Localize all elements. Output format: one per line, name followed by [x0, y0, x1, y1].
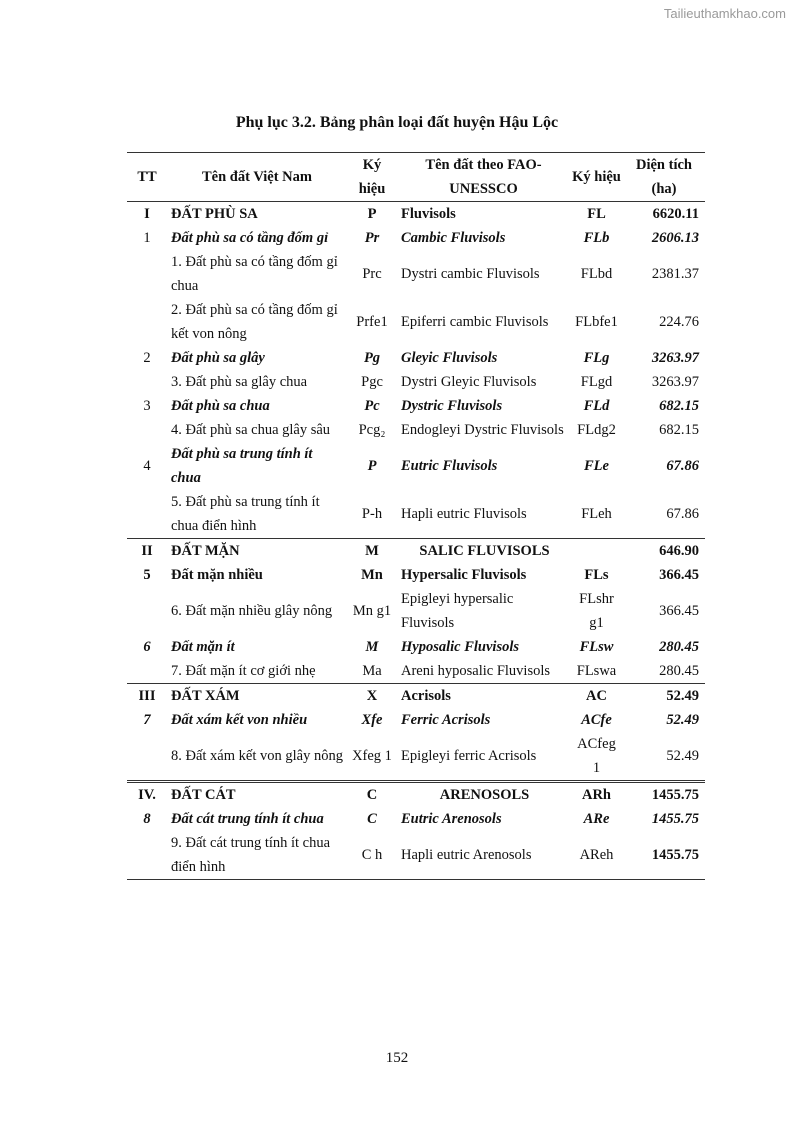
- cell-symbol-fao: FLbfe1: [575, 314, 618, 330]
- cell-symbol-fao: FLb: [583, 230, 610, 246]
- cell-area: 67.86: [666, 458, 699, 474]
- cell-fao-name: Epigleyi ferric Acrisols: [401, 748, 537, 764]
- table-row: [127, 659, 705, 684]
- cell-fao-name: Eutric Fluvisols: [401, 458, 498, 474]
- cell-symbol-vn: Xfeg 1: [352, 748, 392, 764]
- header-vietnam-name: Tên đất Việt Nam: [202, 169, 312, 185]
- cell-symbol-vn: Pc: [364, 398, 380, 414]
- cell-tt: IV.: [127, 782, 167, 808]
- table-header-row: [127, 153, 705, 202]
- cell-symbol-vn: C: [367, 811, 377, 827]
- cell-tt: II: [127, 539, 167, 564]
- watermark: Tailieuthamkhao.com: [663, 6, 786, 21]
- cell-symbol-vn: X: [347, 684, 397, 709]
- cell-vietnam-name: Đất phù sa glây: [171, 350, 265, 366]
- cell-fao-name: ARENOSOLS: [397, 782, 570, 808]
- table-row: [127, 708, 705, 732]
- cell-area: 3263.97: [651, 374, 699, 390]
- cell-area: 280.45: [659, 663, 699, 679]
- cell-fao-name: Fluvisols: [401, 206, 456, 222]
- cell-area: 1455.75: [623, 782, 705, 808]
- cell-symbol-vn: M: [365, 639, 379, 655]
- cell-tt: III: [127, 684, 167, 709]
- cell-tt: 3: [143, 398, 151, 414]
- cell-tt: 7: [143, 712, 151, 728]
- cell-area: 2606.13: [651, 230, 699, 246]
- cell-vietnam-name: 7. Đất mặn ít cơ giới nhẹ: [171, 663, 316, 679]
- cell-vietnam-name: Đất cát trung tính ít chua: [171, 811, 324, 827]
- cell-area: 6620.11: [652, 206, 699, 222]
- cell-vietnam-name: Đất mặn nhiều: [171, 567, 263, 583]
- cell-fao-name: Eutric Arenosols: [401, 811, 502, 827]
- cell-symbol-vn: Xfe: [361, 712, 383, 728]
- cell-symbol-fao: FLsw: [579, 639, 614, 655]
- cell-symbol-fao: AC: [570, 684, 623, 709]
- cell-symbol-fao: FL: [587, 206, 606, 222]
- cell-symbol-vn: Ma: [362, 663, 382, 679]
- table-row: [127, 298, 705, 346]
- table-row: [127, 807, 705, 831]
- cell-tt: [127, 587, 167, 635]
- cell-symbol-vn: Pr: [364, 230, 380, 246]
- cell-fao-name: Areni hyposalic Fluvisols: [401, 663, 551, 679]
- table-row: [127, 490, 705, 539]
- cell-vietnam-name: Đất phù sa có tầng đốm gỉ: [171, 230, 329, 246]
- cell-symbol-vn: Prc: [362, 266, 382, 282]
- cell-fao-name: Dystri Gleyic Fluvisols: [401, 374, 537, 390]
- cell-tt: 2: [143, 350, 151, 366]
- cell-symbol-fao: [570, 539, 623, 564]
- cell-symbol-fao: ARe: [583, 811, 610, 827]
- cell-fao-name: Epigleyi hypersalic Fluvisols: [401, 591, 514, 631]
- cell-fao-name: Hapli eutric Arenosols: [397, 831, 570, 880]
- table-row: [127, 563, 705, 587]
- cell-symbol-fao: FLg: [583, 350, 610, 366]
- cell-tt: [127, 732, 167, 782]
- cell-symbol-fao: FLs: [584, 567, 609, 583]
- cell-fao-name: Hypersalic Fluvisols: [401, 567, 527, 583]
- cell-tt: [127, 490, 167, 539]
- table-row: [127, 370, 705, 394]
- table-row: [127, 250, 705, 298]
- cell-area: 1455.75: [651, 811, 699, 827]
- header-area: Diện tích (ha): [636, 157, 692, 197]
- table-row: [127, 394, 705, 418]
- table-row: [127, 442, 705, 490]
- cell-symbol-fao: FLbd: [580, 266, 613, 282]
- cell-vietnam-name: ĐẤT PHÙ SA: [171, 206, 258, 222]
- table-row: [127, 346, 705, 370]
- cell-symbol-vn: C: [347, 782, 397, 808]
- cell-tt: 6: [143, 639, 151, 655]
- cell-fao-name: Gleyic Fluvisols: [401, 350, 498, 366]
- cell-vietnam-name: 8. Đất xám kết von glây nông: [171, 748, 343, 764]
- cell-fao-name: Hapli eutric Fluvisols: [401, 506, 527, 522]
- cell-area: 224.76: [659, 314, 699, 330]
- cell-vietnam-name: 2. Đất phù sa có tầng đốm gỉ kết von nông: [171, 302, 338, 342]
- cell-symbol-fao: FLgd: [580, 374, 613, 390]
- page-title: Phụ lục 3.2. Bảng phân loại đất huyện Hậu Lộc: [235, 114, 559, 131]
- cell-vietnam-name: 4. Đất phù sa chua glây sâu: [171, 422, 331, 438]
- cell-symbol-vn: P-h: [361, 506, 383, 522]
- cell-vietnam-name: ĐẤT XÁM: [167, 684, 347, 709]
- cell-fao-name: Acrisols: [397, 684, 570, 709]
- cell-area: 52.49: [623, 684, 705, 709]
- cell-symbol-fao: FLd: [583, 398, 610, 414]
- header-tt: TT: [137, 169, 157, 185]
- cell-fao-name: Hyposalic Fluvisols: [401, 639, 520, 655]
- cell-symbol-vn: Pgc: [361, 374, 383, 390]
- cell-tt: [127, 250, 167, 298]
- table-row: [127, 831, 705, 880]
- cell-symbol-vn: Pg: [363, 350, 381, 366]
- cell-symbol-vn: Mn g1: [352, 603, 392, 619]
- cell-symbol-vn: C h: [347, 831, 397, 880]
- cell-area: 1455.75: [623, 831, 705, 880]
- cell-tt: [127, 831, 167, 880]
- cell-symbol-fao: FLswa: [576, 663, 617, 679]
- cell-vietnam-name: 9. Đất cát trung tính ít chua điển hình: [167, 831, 347, 880]
- table-row: [127, 587, 705, 635]
- header-fao-name: Tên đất theo FAO-UNESSCO: [425, 157, 542, 197]
- cell-tt: 8: [143, 811, 151, 827]
- cell-area: 52.49: [666, 748, 699, 764]
- cell-fao-name: Endogleyi Dystric Fluvisols: [401, 422, 564, 438]
- cell-fao-name: Dystri cambic Fluvisols: [401, 266, 540, 282]
- cell-area: 366.45: [659, 567, 699, 583]
- cell-area: 2381.37: [651, 266, 699, 282]
- table-row: [127, 539, 705, 564]
- cell-symbol-vn: P: [367, 458, 377, 474]
- table-row: [127, 418, 705, 442]
- cell-symbol-vn: Pcg₂: [358, 422, 386, 438]
- cell-symbol-fao: FLeh: [581, 506, 612, 522]
- cell-area: 646.90: [623, 539, 705, 564]
- cell-area: 280.45: [659, 639, 699, 655]
- cell-symbol-vn: P: [367, 206, 377, 222]
- cell-tt: [127, 659, 167, 684]
- cell-fao-name: SALIC FLUVISOLS: [397, 539, 570, 564]
- table-row: [127, 684, 705, 709]
- cell-vietnam-name: ĐẤT MẶN: [167, 539, 347, 564]
- table-row: [127, 226, 705, 250]
- cell-symbol-fao: FLshr g1: [579, 591, 614, 631]
- cell-area: 3263.97: [651, 350, 699, 366]
- header-symbol-vn: Ký hiệu: [358, 157, 386, 197]
- cell-vietnam-name: ĐẤT CÁT: [167, 782, 347, 808]
- cell-symbol-fao: ARh: [570, 782, 623, 808]
- cell-vietnam-name: Đất xám kết von nhiều: [171, 712, 308, 728]
- cell-fao-name: Epiferri cambic Fluvisols: [401, 314, 549, 330]
- cell-tt: I: [144, 206, 150, 222]
- cell-tt: [127, 298, 167, 346]
- cell-vietnam-name: Đất mặn ít: [171, 639, 235, 655]
- table-row: [127, 202, 705, 227]
- soil-classification-table: [127, 152, 705, 880]
- cell-area: 682.15: [659, 422, 699, 438]
- cell-vietnam-name: Đất phù sa chua: [171, 398, 270, 414]
- cell-vietnam-name: Đất phù sa trung tính ít chua: [171, 446, 313, 486]
- cell-vietnam-name: 3. Đất phù sa glây chua: [171, 374, 308, 390]
- cell-symbol-fao: ACfe: [581, 712, 612, 728]
- cell-symbol-fao: ACfeg 1: [577, 736, 616, 776]
- cell-tt: 4: [143, 458, 151, 474]
- cell-symbol-vn: M: [347, 539, 397, 564]
- cell-symbol-vn: Mn: [361, 567, 383, 583]
- cell-fao-name: Dystric Fluvisols: [401, 398, 503, 414]
- cell-symbol-fao: AReh: [570, 831, 623, 880]
- cell-fao-name: Ferric Acrisols: [401, 712, 491, 728]
- header-symbol-fao: Ký hiệu: [572, 169, 621, 185]
- cell-fao-name: Cambic Fluvisols: [401, 230, 506, 246]
- table-row: [127, 635, 705, 659]
- cell-vietnam-name: 1. Đất phù sa có tầng đốm gỉ chua: [171, 254, 338, 294]
- cell-vietnam-name: 6. Đất mặn nhiều glây nông: [171, 603, 333, 619]
- page-number: 152: [385, 1050, 409, 1066]
- table-row: [127, 782, 705, 808]
- cell-area: 682.15: [659, 398, 699, 414]
- cell-symbol-vn: Prfe1: [356, 314, 388, 330]
- cell-symbol-fao: FLe: [584, 458, 609, 474]
- cell-area: 52.49: [666, 712, 699, 728]
- cell-vietnam-name: 5. Đất phù sa trung tính ít chua điển hình: [171, 494, 320, 534]
- cell-tt: [127, 418, 167, 442]
- cell-tt: [127, 370, 167, 394]
- cell-tt: 5: [143, 567, 151, 583]
- cell-tt: 1: [143, 230, 151, 246]
- table-row: [127, 732, 705, 782]
- cell-area: 67.86: [666, 506, 699, 522]
- cell-symbol-fao: FLdg2: [577, 422, 616, 438]
- cell-area: 366.45: [659, 603, 699, 619]
